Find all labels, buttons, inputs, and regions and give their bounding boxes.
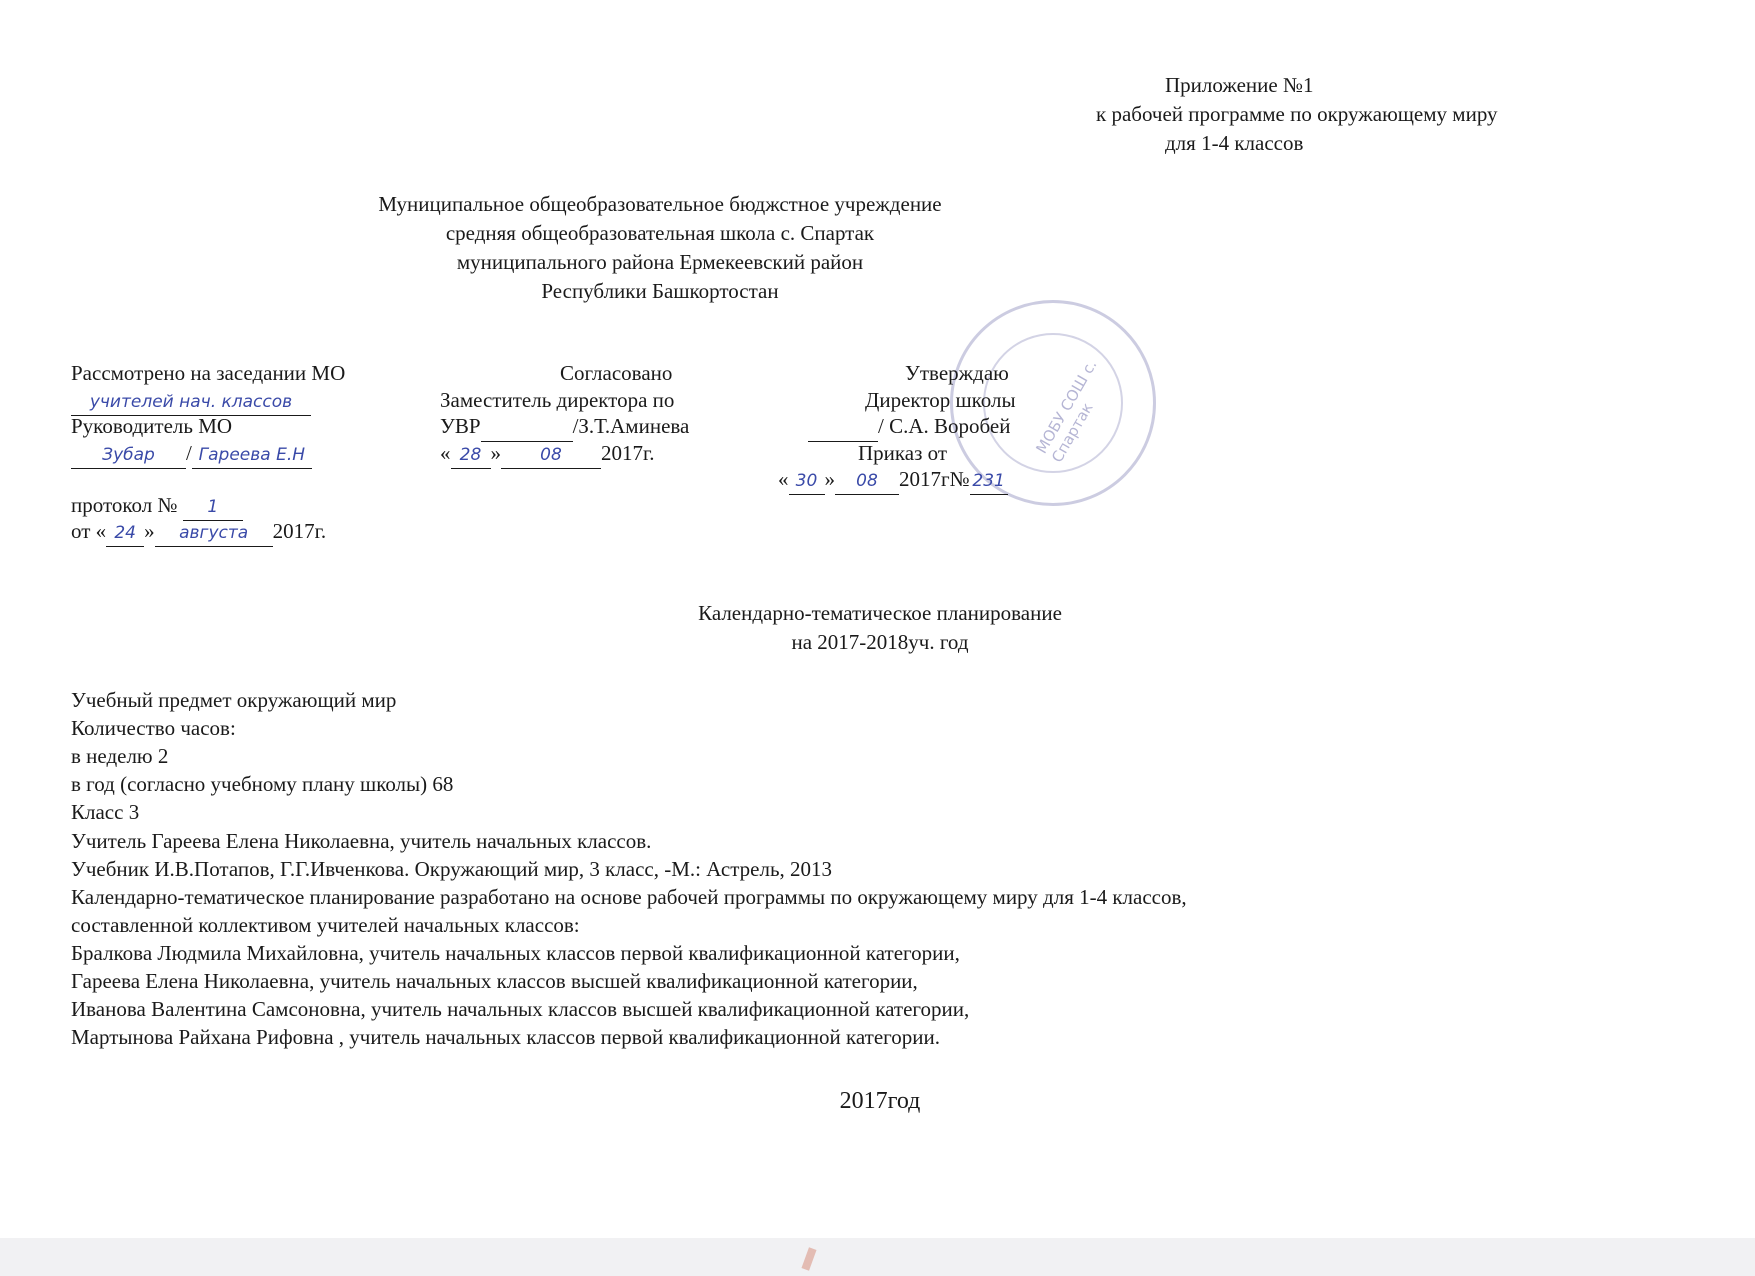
- approved-date-line: « 30 » 08 2017г№ 231: [778, 466, 1008, 495]
- approved-order-label: Приказ от: [858, 441, 948, 465]
- institution-line1: Муниципальное общеобразовательное бюджстное учреждение: [378, 192, 942, 216]
- plan-title: Календарно-тематическое планирование: [698, 601, 1062, 625]
- agreed-sign-line: [440, 413, 689, 442]
- reviewed-date-line: от « 24 » августа 2017г.: [71, 518, 326, 547]
- author-1: Бралкова Людмила Михайловна, учитель начальных классов первой квалификационной категории,: [71, 941, 960, 965]
- approved-position: Директор школы: [865, 388, 1016, 412]
- basis-line2: составленной коллективом учителей начальных классов:: [71, 913, 580, 937]
- approved-sign-line: [808, 413, 1010, 442]
- basis-line1: Календарно-тематическое планирование разработано на основе рабочей программы по окружающему миру для 1-4 классов,: [71, 885, 1187, 909]
- reviewed-signature-line: Зубар / Гареева Е.Н: [71, 440, 312, 469]
- approved-signature: [808, 415, 878, 442]
- institution-line2: средняя общеобразовательная школа с. Спартак: [445, 221, 875, 245]
- agreed-date-line: « 28 » 08 2017г.: [440, 440, 655, 469]
- institution-line4: Республики Башкортостан: [541, 279, 779, 303]
- appendix-line3: для 1-4 классов: [1165, 131, 1304, 155]
- author-2: Гареева Елена Николаевна, учитель начальных классов высшей квалификационной категории,: [71, 969, 918, 993]
- author-4: Мартынова Райхана Рифовна , учитель начальных классов первой квалификационной категории.: [71, 1025, 940, 1049]
- approved-order-number: 231: [970, 468, 1008, 495]
- reviewed-name-handwritten: Гареева Е.Н: [192, 442, 312, 469]
- hours-label: Количество часов:: [71, 716, 236, 740]
- reviewed-day: 24: [106, 520, 144, 547]
- footer-year: 2017год: [839, 1088, 921, 1114]
- appendix-line1: Приложение №1: [1165, 73, 1314, 97]
- reviewed-month: августа: [155, 520, 273, 547]
- textbook: Учебник И.В.Потапов, Г.Г.Ивченкова. Окружающий мир, 3 класс, -М.: Астрель, 2013: [71, 857, 833, 881]
- reviewed-mo-handwritten: учителей нач. классов: [71, 389, 311, 416]
- grade: Класс 3: [71, 800, 140, 824]
- agreed-position: Заместитель директора по: [440, 388, 675, 412]
- plan-years: на 2017-2018уч. год: [791, 630, 969, 654]
- agreed-name: /З.Т.Аминева: [572, 414, 690, 438]
- approved-name: / С.А. Воробей: [878, 414, 1011, 438]
- approved-year: 2017г№: [899, 467, 970, 491]
- reviewed-signature: Зубар: [71, 442, 186, 469]
- agreed-month: 08: [501, 442, 601, 469]
- teacher: Учитель Гареева Елена Николаевна, учитель начальных классов.: [71, 829, 652, 853]
- reviewed-mo-line: [71, 387, 311, 416]
- stamp-text: МОБУ СОШ с. Спартак: [1032, 356, 1101, 466]
- hours-per-week: в неделю 2: [71, 744, 169, 768]
- protocol-line: [71, 492, 243, 521]
- reviewed-title: Рассмотрено на заседании МО: [71, 361, 346, 385]
- approved-title: Утверждаю: [905, 361, 1009, 385]
- agreed-title: Согласовано: [560, 361, 673, 385]
- approved-day: 30: [789, 468, 825, 495]
- reviewed-date-prefix: от «: [71, 519, 107, 543]
- agreed-day: 28: [451, 442, 491, 469]
- agreed-year: 2017г.: [601, 441, 655, 465]
- protocol-label: протокол №: [71, 493, 178, 517]
- author-3: Иванова Валентина Самсоновна, учитель начальных классов высшей квалификационной категории,: [71, 997, 970, 1021]
- reviewed-head-label: Руководитель МО: [71, 414, 233, 438]
- appendix-line2: к рабочей программе по окружающему миру: [1096, 102, 1498, 126]
- agreed-uvr-label: УВР: [440, 414, 481, 438]
- reviewed-year: 2017г.: [272, 519, 327, 543]
- hours-per-year: в год (согласно учебному плану школы) 68: [71, 772, 454, 796]
- institution-line3: муниципального района Ермекеевский район: [456, 250, 864, 274]
- scan-edge-artifact: [0, 1238, 1755, 1276]
- protocol-number: 1: [183, 494, 243, 521]
- approved-month: 08: [835, 468, 899, 495]
- agreed-signature: [481, 415, 573, 442]
- subject: Учебный предмет окружающий мир: [71, 688, 397, 712]
